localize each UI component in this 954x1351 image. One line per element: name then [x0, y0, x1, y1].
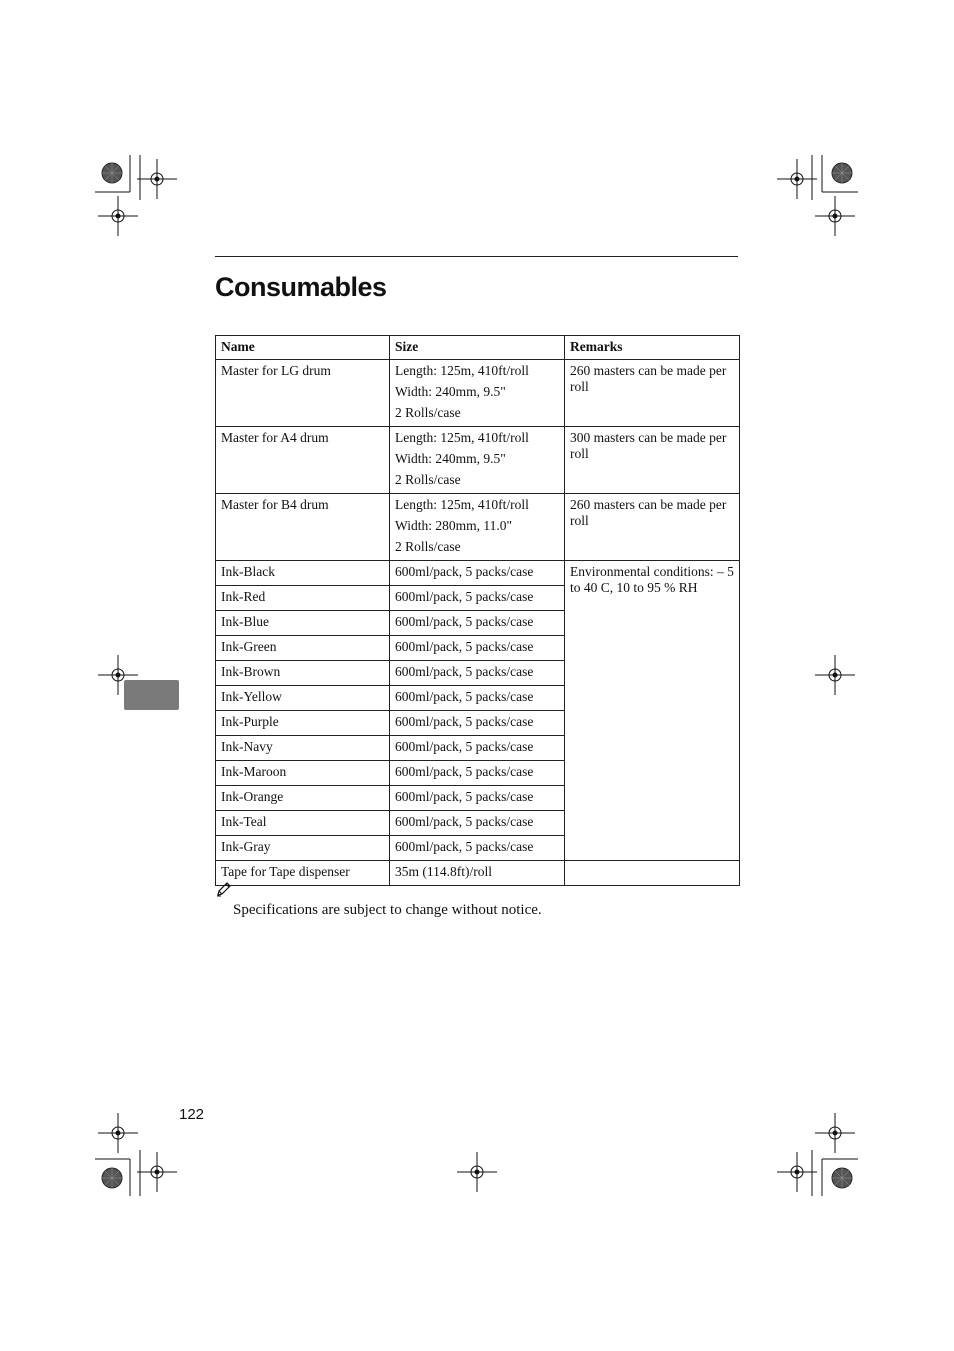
cell-size: 35m (114.8ft)/roll — [390, 861, 565, 886]
cell-name: Ink-Brown — [216, 661, 390, 686]
page-title: Consumables — [215, 272, 387, 302]
cell-size: 600ml/pack, 5 packs/case — [390, 811, 565, 836]
cell-size: 600ml/pack, 5 packs/case — [390, 761, 565, 786]
size-packaging: 2 Rolls/case — [395, 472, 461, 487]
cell-size: 600ml/pack, 5 packs/case — [390, 711, 565, 736]
size-length: Length: 125m, 410ft/roll — [395, 363, 529, 378]
cell-size: 600ml/pack, 5 packs/case — [390, 836, 565, 861]
cell-remarks: 300 masters can be made per roll — [565, 427, 740, 494]
cell-size: 600ml/pack, 5 packs/case — [390, 636, 565, 661]
cell-remarks — [565, 861, 740, 886]
table-row — [216, 427, 740, 494]
size-width: Width: 240mm, 9.5" — [395, 384, 506, 399]
cell-name: Master for LG drum — [216, 360, 390, 427]
cell-size: 600ml/pack, 5 packs/case — [390, 561, 565, 586]
size-length: Length: 125m, 410ft/roll — [395, 430, 529, 445]
cell-name: Ink-Red — [216, 586, 390, 611]
size-width: Width: 280mm, 11.0" — [395, 518, 512, 533]
pencil-note-icon — [215, 880, 233, 898]
cell-size — [390, 494, 565, 561]
cell-remarks: 260 masters can be made per roll — [565, 494, 740, 561]
size-width: Width: 240mm, 9.5" — [395, 451, 506, 466]
cell-name: Ink-Yellow — [216, 686, 390, 711]
cell-name: Tape for Tape dispenser — [216, 861, 390, 886]
cell-size — [390, 427, 565, 494]
chapter-tab-marker — [124, 680, 179, 710]
cell-size — [390, 360, 565, 427]
column-header-remarks: Remarks — [565, 336, 740, 360]
cell-name: Ink-Black — [216, 561, 390, 586]
cell-name: Ink-Orange — [216, 786, 390, 811]
cell-size: 600ml/pack, 5 packs/case — [390, 786, 565, 811]
table-header-row — [216, 336, 740, 360]
column-header-name: Name — [216, 336, 390, 360]
size-length: Length: 125m, 410ft/roll — [395, 497, 529, 512]
cell-name: Ink-Navy — [216, 736, 390, 761]
cell-name: Ink-Gray — [216, 836, 390, 861]
table-row — [216, 561, 740, 586]
cell-name: Ink-Teal — [216, 811, 390, 836]
cell-remarks-ink: Environmental conditions: – 5 to 40 C, 10 to 95 % RH — [565, 561, 740, 861]
size-packaging: 2 Rolls/case — [395, 405, 461, 420]
table-row — [216, 360, 740, 427]
header-rule — [215, 256, 738, 257]
cell-name: Master for A4 drum — [216, 427, 390, 494]
size-packaging: 2 Rolls/case — [395, 539, 461, 554]
table-row — [216, 861, 740, 886]
note-text: Specifications are subject to change without notice. — [233, 902, 542, 918]
column-header-size: Size — [390, 336, 565, 360]
cell-name: Master for B4 drum — [216, 494, 390, 561]
cell-name: Ink-Maroon — [216, 761, 390, 786]
cell-name: Ink-Green — [216, 636, 390, 661]
cell-size: 600ml/pack, 5 packs/case — [390, 686, 565, 711]
consumables-table — [215, 335, 740, 886]
cell-name: Ink-Blue — [216, 611, 390, 636]
cell-size: 600ml/pack, 5 packs/case — [390, 661, 565, 686]
cell-remarks: 260 masters can be made per roll — [565, 360, 740, 427]
cell-size: 600ml/pack, 5 packs/case — [390, 586, 565, 611]
cell-size: 600ml/pack, 5 packs/case — [390, 611, 565, 636]
cell-name: Ink-Purple — [216, 711, 390, 736]
page-number: 122 — [179, 1106, 205, 1123]
cell-size: 600ml/pack, 5 packs/case — [390, 736, 565, 761]
table-row — [216, 494, 740, 561]
